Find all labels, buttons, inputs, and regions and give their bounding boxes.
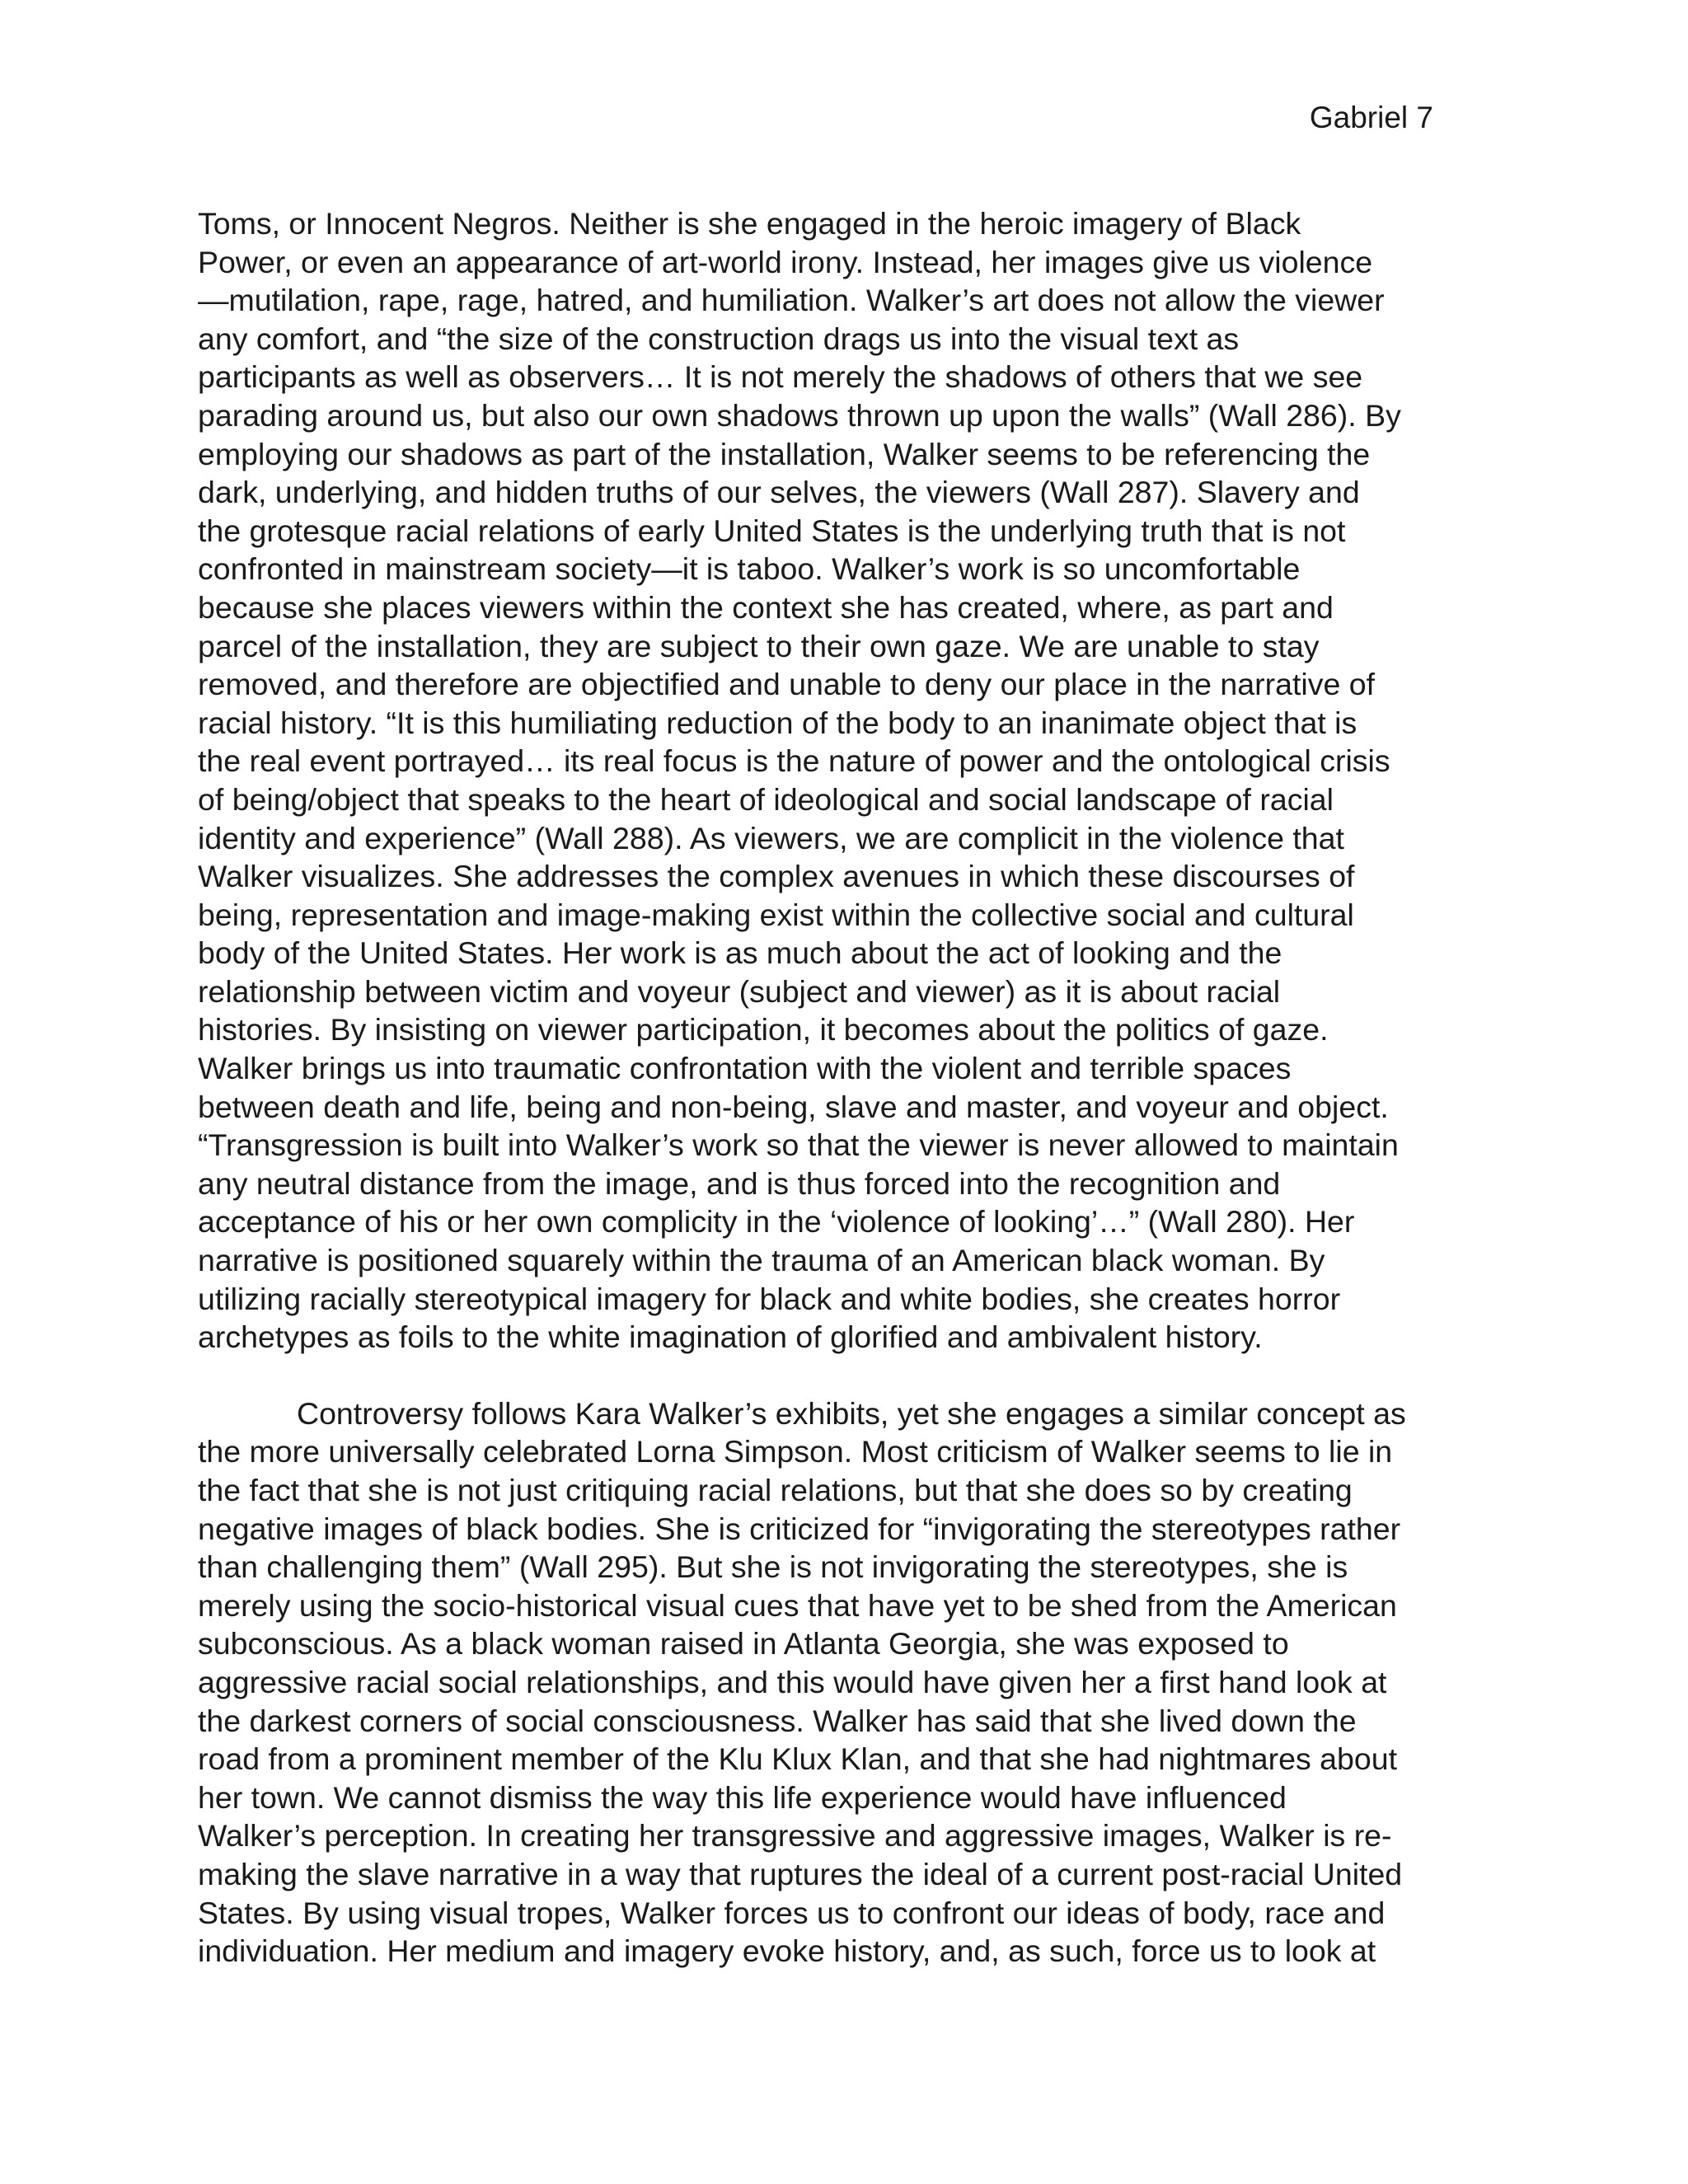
text-line: the fact that she is not just critiquing racial relations, but that she does so by creating	[198, 1473, 1353, 1507]
paragraph-1	[198, 204, 1484, 1357]
text-line: removed, and therefore are objectified and unable to deny our place in the narrative of	[198, 667, 1376, 702]
text-line: —mutilation, rape, rage, hatred, and humiliation. Walker’s art does not allow the viewer	[198, 283, 1385, 318]
text-line: identity and experience” (Wall 288). As viewers, we are complicit in the violence that	[198, 820, 1344, 855]
text-line: dark, underlying, and hidden truths of our selves, the viewers (Wall 287). Slavery and	[198, 475, 1360, 510]
text-line: because she places viewers within the context she has created, where, as part and	[198, 589, 1334, 625]
text-line: narrative is positioned squarely within the trauma of an American black woman. By	[198, 1243, 1325, 1278]
text-line: than challenging them” (Wall 295). But she is not invigorating the stereotypes, she is	[198, 1549, 1348, 1585]
text-line: employing our shadows as part of the installation, Walker seems to be referencing the	[198, 436, 1371, 471]
paragraph-gap	[198, 1357, 1484, 1394]
text-line: relationship between victim and voyeur (subject and viewer) as it is about racial	[198, 973, 1281, 1009]
text-line: negative images of black bodies. She is criticized for “invigorating the stereotypes rather	[198, 1511, 1401, 1546]
running-head: Gabriel 7	[1309, 101, 1433, 134]
text-line: histories. By insisting on viewer participation, it becomes about the politics of gaze.	[198, 1012, 1329, 1047]
text-line: the more universally celebrated Lorna Simpson. Most criticism of Walker seems to lie in	[198, 1434, 1393, 1469]
text-line: the grotesque racial relations of early United States is the underlying truth that is not	[198, 513, 1346, 548]
text-line: participants as well as observers… It is not merely the shadows of others that we see	[198, 359, 1363, 395]
text-line: being, representation and image-making exist within the collective social and cultural	[198, 897, 1354, 932]
text-line: “Transgression is built into Walker’s work so that the viewer is never allowed to maintain	[198, 1127, 1399, 1163]
text-line: making the slave narrative in a way that ruptures the ideal of a current post-racial United	[198, 1856, 1403, 1891]
text-line: Walker visualizes. She addresses the complex avenues in which these discourses of	[198, 859, 1355, 894]
text-line: aggressive racial social relationships, and this would have given her a first hand look at	[198, 1664, 1387, 1699]
text-line: parading around us, but also our own shadows thrown up upon the walls” (Wall 286). By	[198, 397, 1401, 433]
text-line: Walker’s perception. In creating her transgressive and aggressive images, Walker is re-	[198, 1818, 1392, 1854]
text-line: Controversy follows Kara Walker’s exhibits, yet she engages a similar concept as	[297, 1395, 1406, 1431]
text-line: individuation. Her medium and imagery evoke history, and, as such, force us to look at	[198, 1933, 1376, 1969]
text-line: merely using the socio-historical visual cues that have yet to be shed from the American	[198, 1587, 1397, 1623]
text-line: parcel of the installation, they are subject to their own gaze. We are unable to stay	[198, 628, 1320, 663]
text-line: archetypes as foils to the white imagination of glorified and ambivalent history.	[198, 1319, 1263, 1355]
text-line: States. By using visual tropes, Walker forces us to confront our ideas of body, race and	[198, 1895, 1386, 1930]
text-line: Power, or even an appearance of art-world irony. Instead, her images give us violence	[198, 244, 1373, 279]
text-line: racial history. “It is this humiliating reduction of the body to an inanimate object that is	[198, 705, 1357, 740]
text-line: Walker brings us into traumatic confrontation with the violent and terrible spaces	[198, 1051, 1292, 1086]
text-line: the real event portrayed… its real focus is the nature of power and the ontological crisis	[198, 743, 1390, 779]
text-line: any comfort, and “the size of the construction drags us into the visual text as	[198, 321, 1240, 356]
text-line: acceptance of his or her own complicity in the ‘violence of looking’…” (Wall 280). Her	[198, 1204, 1355, 1240]
text-line: subconscious. As a black woman raised in Atlanta Georgia, she was exposed to	[198, 1626, 1289, 1661]
text-line: utilizing racially stereotypical imagery for black and white bodies, she creates horror	[198, 1281, 1341, 1316]
text-line: any neutral distance from the image, and is thus forced into the recognition and	[198, 1165, 1281, 1201]
text-line: the darkest corners of social consciousness. Walker has said that she lived down the	[198, 1703, 1357, 1738]
paragraph-2	[198, 1394, 1484, 1971]
text-line: her town. We cannot dismiss the way this life experience would have influenced	[198, 1779, 1287, 1815]
text-line: confronted in mainstream society—it is taboo. Walker’s work is so uncomfortable	[198, 551, 1301, 587]
text-line: body of the United States. Her work is as much about the act of looking and the	[198, 935, 1282, 971]
text-line: of being/object that speaks to the heart of ideological and social landscape of racial	[198, 781, 1334, 817]
text-line: between death and life, being and non-being, slave and master, and voyeur and object.	[198, 1089, 1389, 1124]
body-text	[198, 204, 1484, 1971]
text-line: Toms, or Innocent Negros. Neither is she engaged in the heroic imagery of Black	[198, 206, 1301, 241]
text-line: road from a prominent member of the Klu Klux Klan, and that she had nightmares about	[198, 1741, 1397, 1777]
